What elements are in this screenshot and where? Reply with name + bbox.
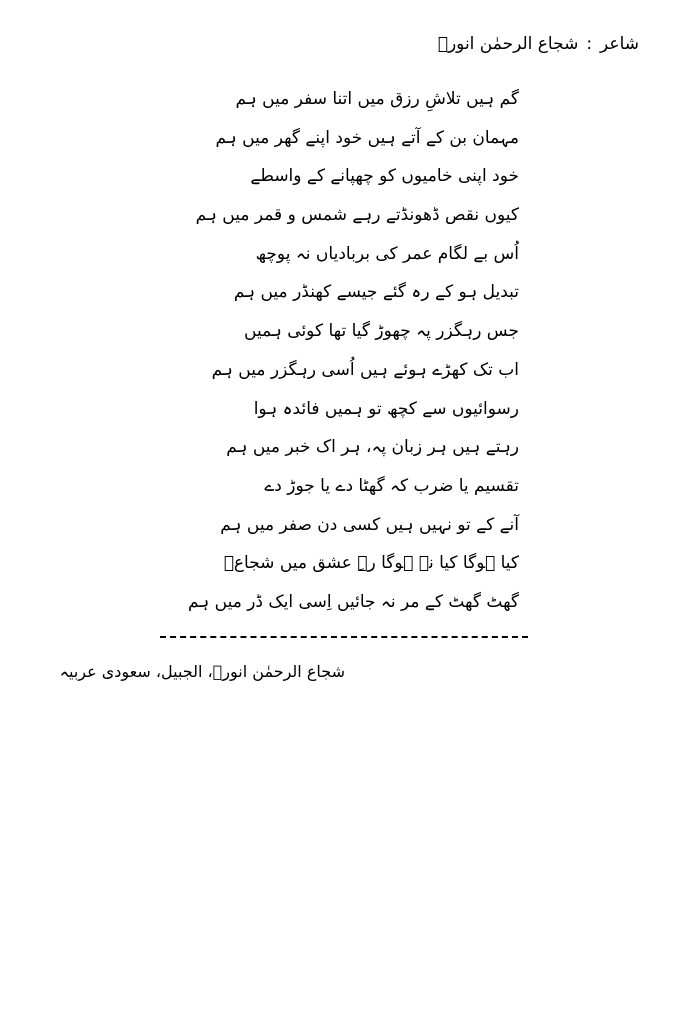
poem-line: رسوائیوں سے کچھ تو ہمیں فائدہ ہوا [253, 398, 519, 419]
poem-line: آنے کے تو نہیں ہیں کسی دن صفر میں ہم [220, 514, 519, 535]
poem-line: تبدیل ہو کے رہ گئے جیسے کھنڈر میں ہم [233, 282, 519, 303]
poem-line: گم ہیں تلاشِ رزق میں اتنا سفر میں ہم [235, 89, 519, 109]
signature-line: شجاع الرحمٰن انورؔ، الجبیل، سعودی عربیہ [59, 662, 345, 681]
poem-line: کیا ہوگا کیا نہ ہوگا رہِ عشق میں شجاعؔ [223, 553, 519, 574]
poem-line: گھٹ گھٹ کے مر نہ جائیں اِسی ایک ڈر میں ہم [187, 591, 519, 612]
poem-line: اُس بے لگام عمر کی بربادیاں نہ پوچھ [255, 243, 519, 264]
poet-label: شاعر [600, 34, 639, 54]
poem-line: مہمان بن کے آتے ہیں خود اپنے گھر میں ہم [215, 127, 519, 148]
poem-line: رہتے ہیں ہر زبان پہ، ہر اک خبر میں ہم [226, 437, 519, 458]
poem-line: جس رہگزر پہ چھوڑ گیا تھا کوئی ہمیں [244, 321, 519, 342]
poet-separator: : [586, 34, 593, 54]
poet-name: شجاع الرحمٰن انورؔ [437, 34, 579, 54]
poem-line: اب تک کھڑے ہوئے ہیں اُسی رہگزر میں ہم [211, 359, 519, 380]
poem-line: تقسیم یا ضرب کہ گھٹا دے یا جوڑ دے [264, 475, 519, 496]
poem-line: خود اپنی خامیوں کو چھپانے کے واسطے [250, 166, 519, 187]
poem-line: کیوں نقص ڈھونڈتے رہے شمس و قمر میں ہم [195, 205, 519, 226]
poem-body [189, 80, 519, 622]
dashed-divider [160, 636, 528, 638]
poet-attribution [438, 34, 639, 54]
